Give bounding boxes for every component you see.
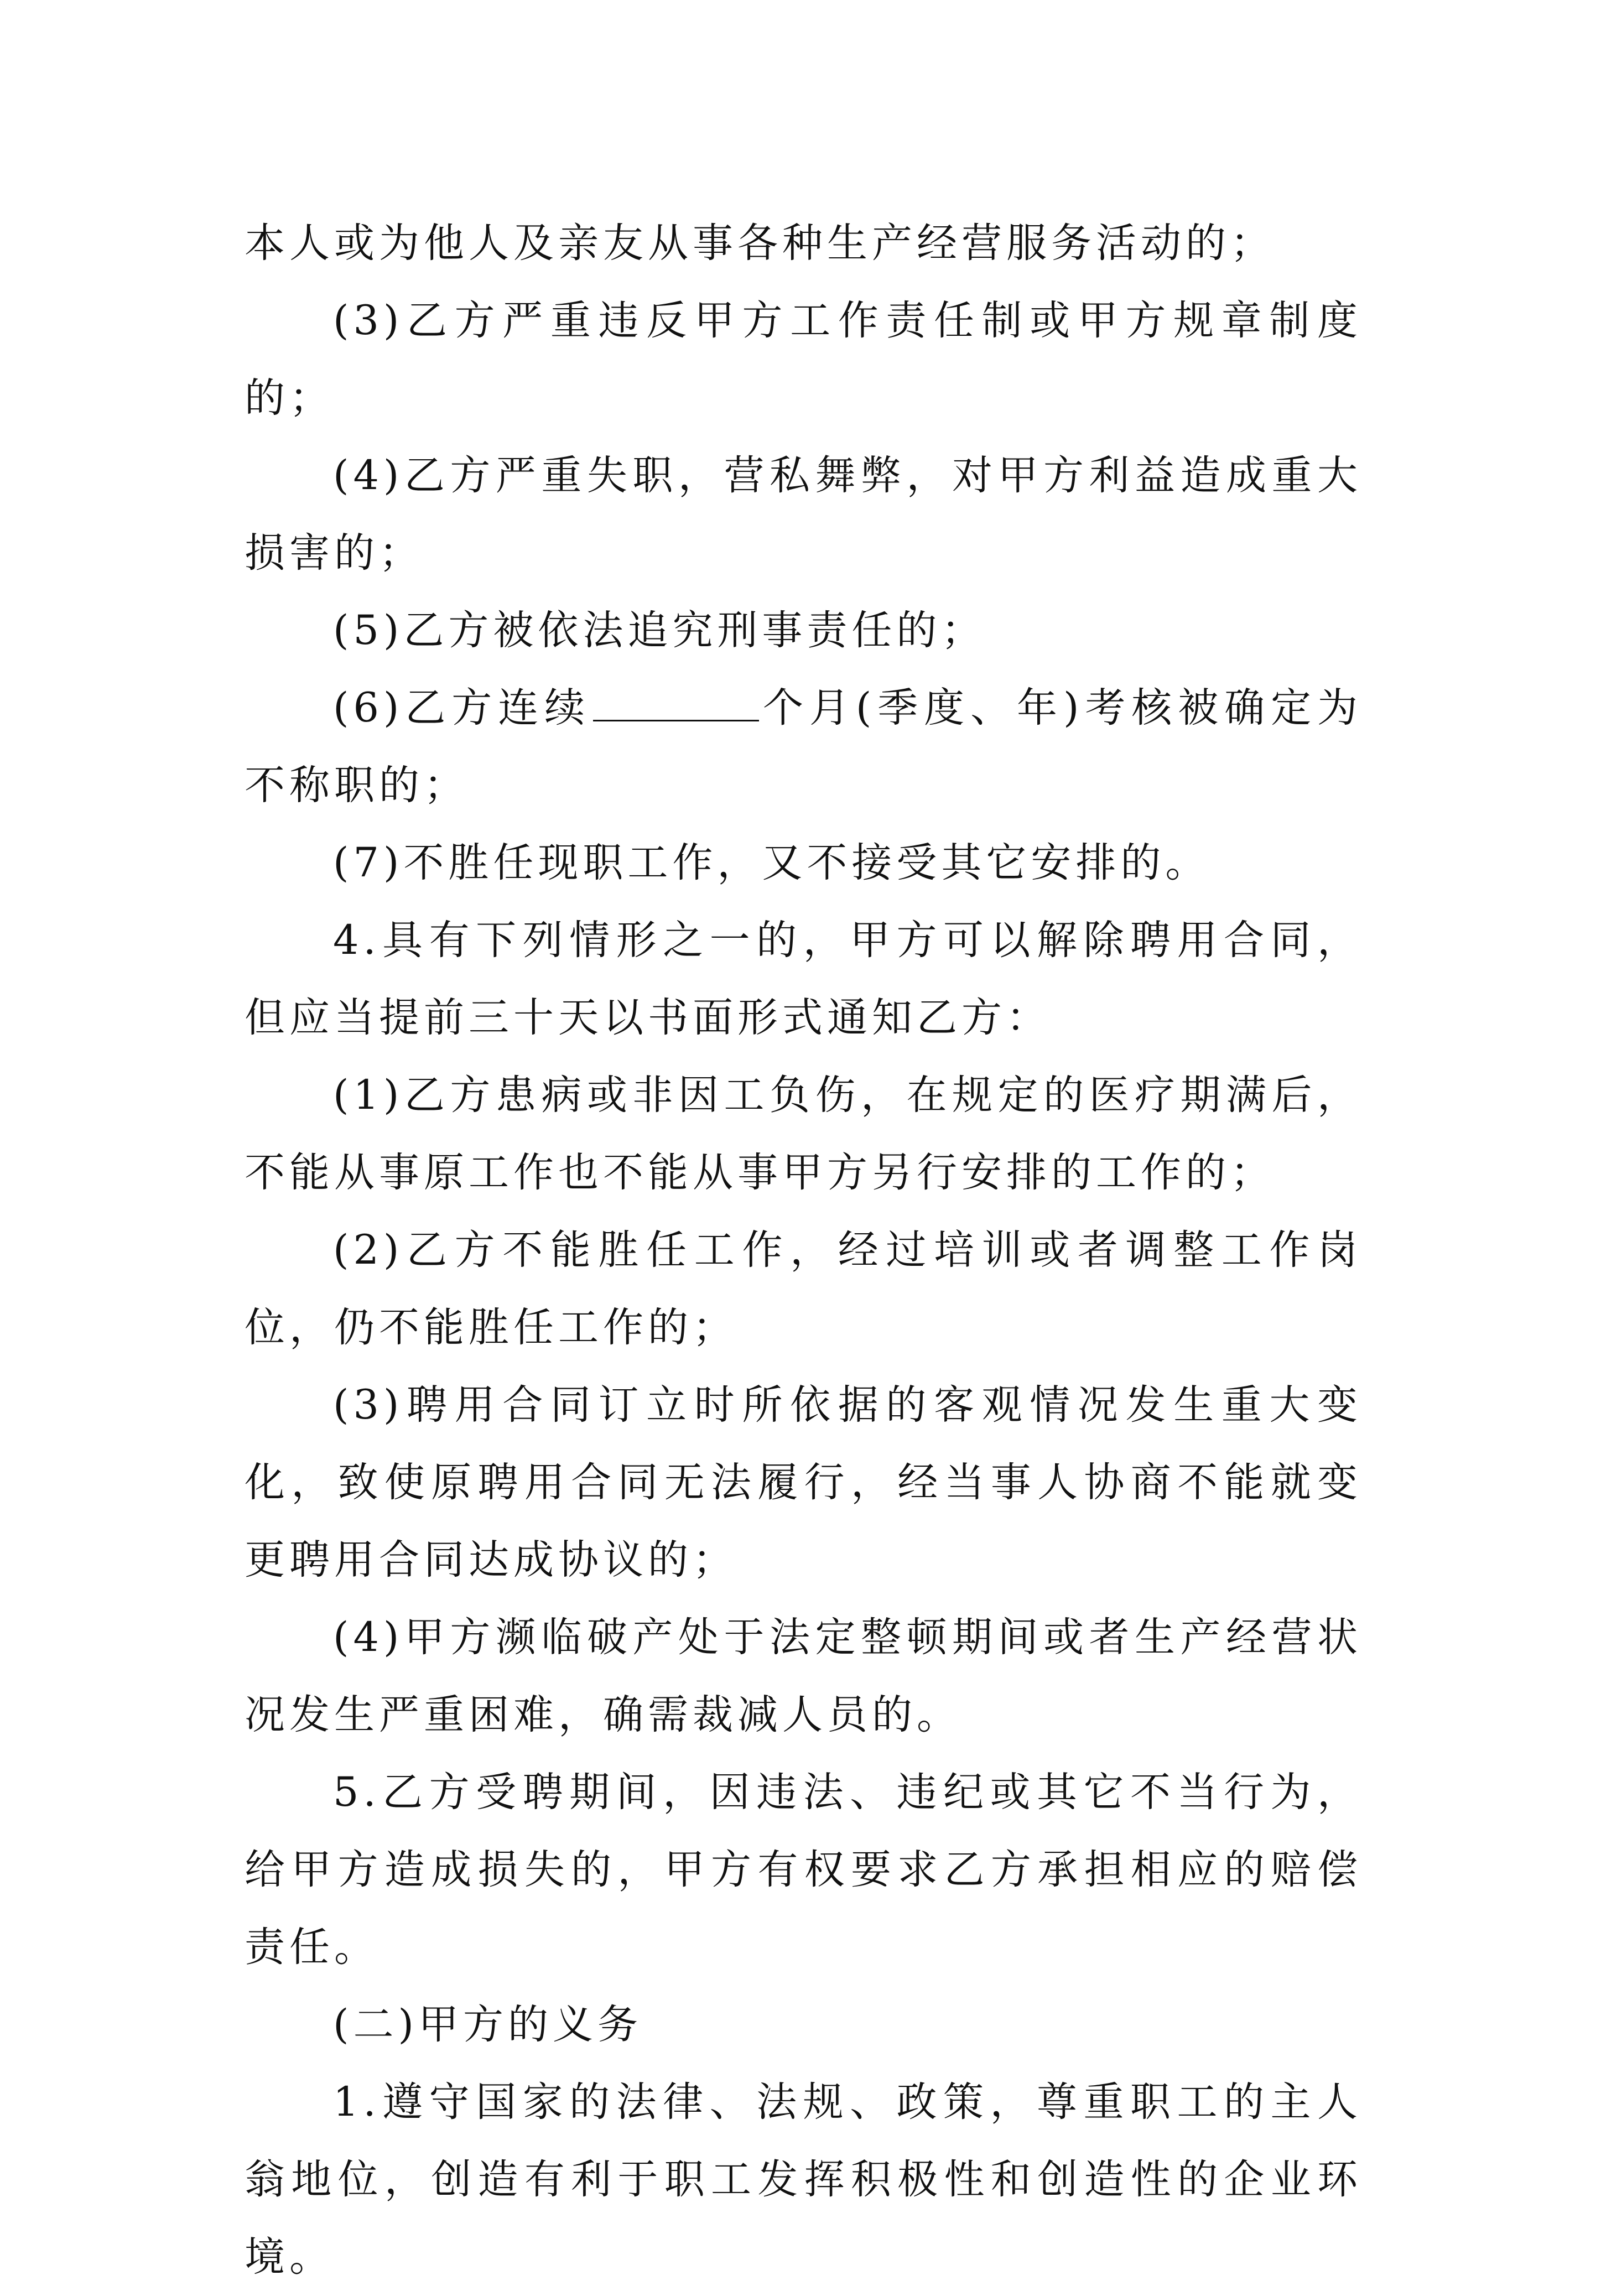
- paragraph-section-4-item-2: (2)乙方不能胜任工作，经过培训或者调整工作岗位，仍不能胜任工作的；: [245, 1227, 1362, 1351]
- paragraph-item-6-start: (6)乙方连续: [333, 684, 591, 731]
- paragraph-item-3: (3)乙方严重违反甲方工作责任制或甲方规章制度的；: [245, 297, 1362, 422]
- paragraph-item-5: (5)乙方被依法追究刑事责任的；: [333, 607, 986, 654]
- paragraph-item-6-end: 个月(季度、年)考核被确定为不称职的；: [245, 684, 1362, 809]
- section-heading-party-a-obligations: (二)甲方的义务: [333, 2001, 642, 2048]
- fill-in-blank[interactable]: [593, 687, 759, 721]
- paragraph-section-4-item-3: (3)聘用合同订立时所依据的客观情况发生重大变化，致使原聘用合同无法履行，经当事人协商不能就变更聘用合同达成协议的；: [245, 1381, 1362, 1583]
- paragraph-section-4: 4.具有下列情形之一的，甲方可以解除聘用合同，但应当提前三十天以书面形式通知乙方：: [245, 917, 1362, 1041]
- paragraph-item-7: (7)不胜任现职工作，又不接受其它安排的。: [333, 839, 1210, 886]
- paragraph-item-4: (4)乙方严重失职，营私舞弊，对甲方利益造成重大损害的；: [245, 452, 1362, 576]
- paragraph-section-4-item-4: (4)甲方濒临破产处于法定整顿期间或者生产经营状况发生严重困难，确需裁减人员的。: [245, 1614, 1362, 1738]
- paragraph-section-4-item-1: (1)乙方患病或非因工负伤，在规定的医疗期满后，不能从事原工作也不能从事甲方另行安排的工作的；: [245, 1072, 1362, 1196]
- paragraph-item-6: [245, 669, 1362, 824]
- paragraph-obligation-1: 1.遵守国家的法律、法规、政策，尊重职工的主人翁地位，创造有利于职工发挥积极性和创造性的企业环境。: [245, 2079, 1362, 2281]
- paragraph-section-5: 5.乙方受聘期间，因违法、违纪或其它不当行为，给甲方造成损失的，甲方有权要求乙方承担相应的赔偿责任。: [245, 1769, 1362, 1971]
- document-body: [245, 205, 1362, 2296]
- paragraph-continuation: 本人或为他人及亲友从事各种生产经营服务活动的；: [245, 220, 1275, 267]
